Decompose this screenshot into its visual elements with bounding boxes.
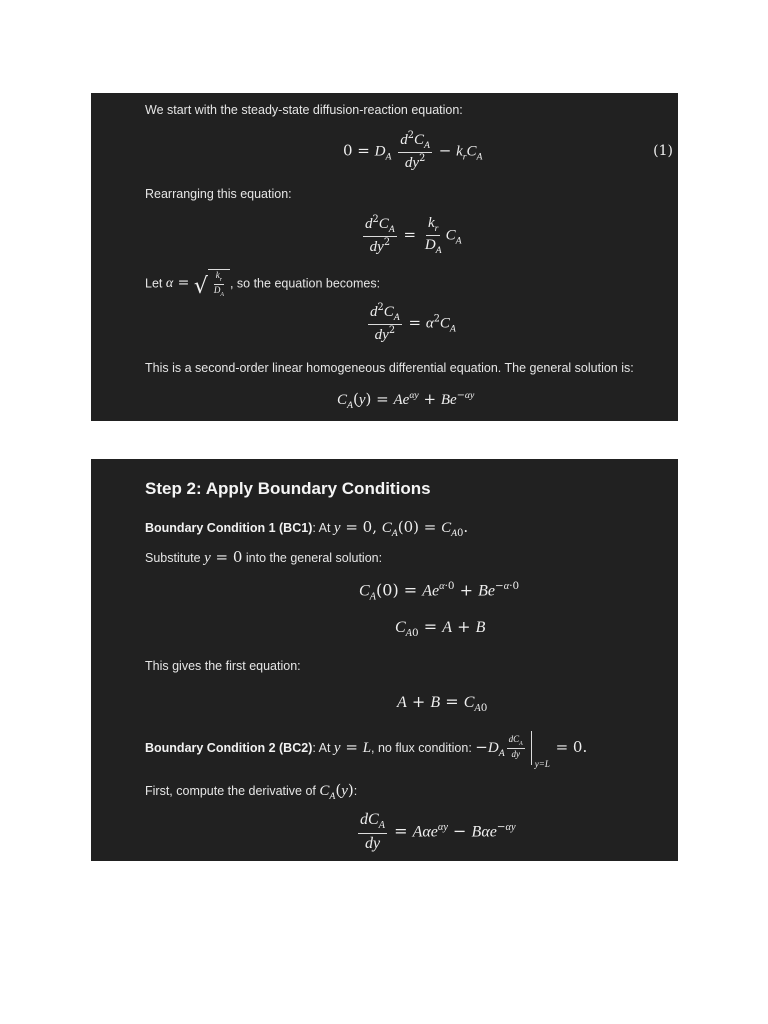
equation-rearranged: $\frac{d^2C_A}{dy^2}$ = $\frac{k_r}{D_A}$ $C_A$ bbox=[365, 214, 462, 257]
derivation-panel-1 bbox=[91, 93, 678, 421]
equation-1: $0 = D_A$ $\frac{d^2C_A}{dy^2}$ − $k_rC_A$ bbox=[343, 130, 483, 172]
rearrange-text: Rearranging this equation: bbox=[145, 187, 292, 201]
general-solution-equation: $C_A(y) = Ae^{\alpha y} + Be^{-\alpha y}$ bbox=[337, 390, 475, 411]
equation-alpha: $\frac{d^2C_A}{dy^2}$ = $\alpha^2C_A$ bbox=[370, 302, 456, 344]
step-heading: Step 2: Apply Boundary Conditions bbox=[145, 479, 431, 498]
bc1-line: Boundary Condition 1 (BC1): At y = 0, $C_A(0) = C_{A0}$. bbox=[145, 518, 469, 539]
equation-number: (1) bbox=[653, 143, 673, 159]
substitute-line: Substitute y = 0 into the general solution: bbox=[145, 548, 383, 566]
bc2-line: Boundary Condition 2 (BC2): At y = L, no flux condition: $-D_A$ $\frac{dC_A}{dy}$ y=L = 0. bbox=[145, 731, 587, 765]
bc2-label: Boundary Condition 2 (BC2) bbox=[145, 741, 313, 755]
alpha-definition: Let α = √ $\frac{k_r}{D_A}$ , so the equation becomes: bbox=[145, 270, 381, 299]
first-equation: $A + B = C_{A0}$ bbox=[397, 692, 488, 715]
bc1-label: Boundary Condition 1 (BC1) bbox=[145, 521, 313, 535]
equation-ca0-expanded: $C_A(0) = Ae^{\alpha\cdot 0} + Be^{-\alpha\cdot 0}$ bbox=[359, 580, 520, 603]
equation-ca0-sum: $C_{A0} = A + B$ bbox=[395, 617, 486, 640]
first-equation-text: This gives the first equation: bbox=[145, 659, 301, 673]
general-solution-text: This is a second-order linear homogeneous differential equation. The general solution is: bbox=[145, 361, 634, 375]
derivation-panel-2 bbox=[91, 459, 678, 861]
derivative-line: First, compute the derivative of $C_A(y)$: bbox=[145, 781, 358, 802]
derivative-equation: $\frac{dC_A}{dy}$ = Aαe$^{\alpha y}$ − Bαe$^{-\alpha y}$ bbox=[360, 811, 516, 853]
intro-text: We start with the steady-state diffusion-reaction equation: bbox=[145, 103, 463, 117]
